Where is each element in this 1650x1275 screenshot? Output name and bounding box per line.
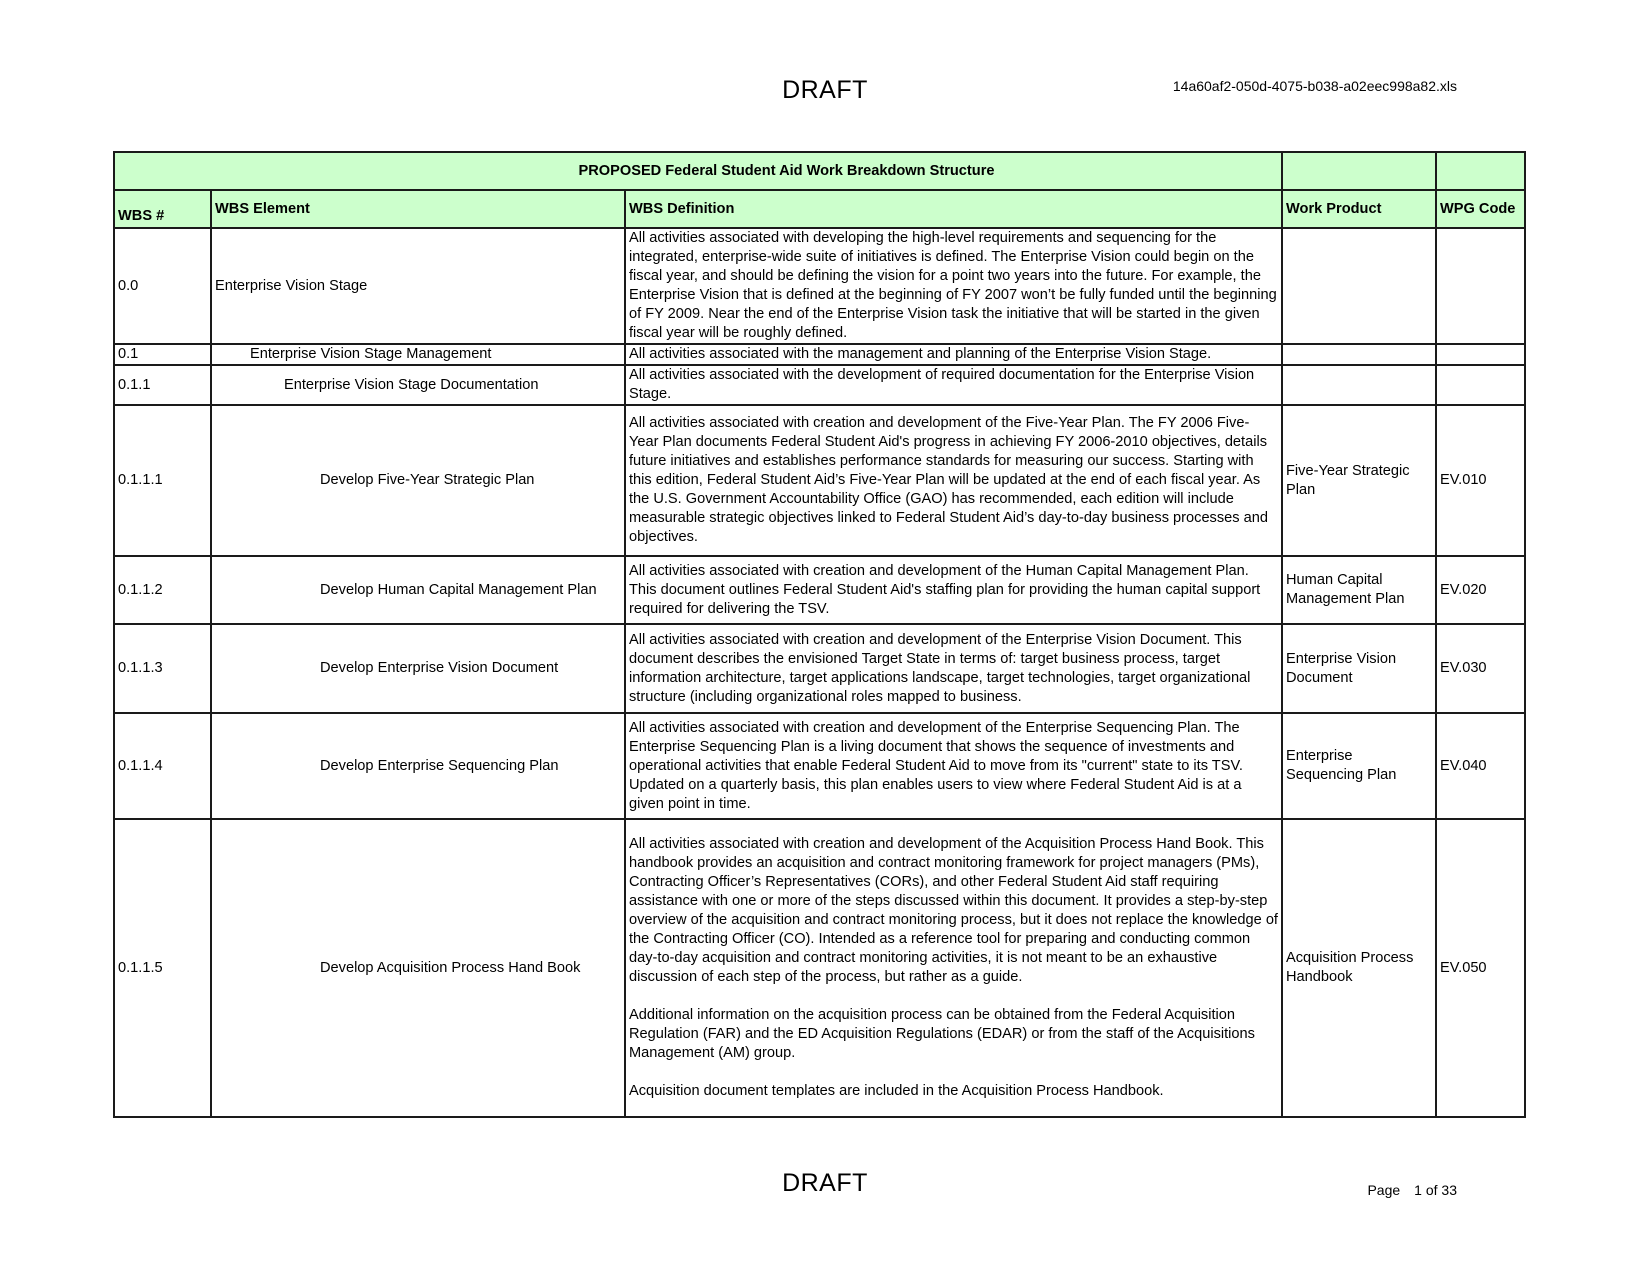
work-product [1282, 365, 1436, 405]
table-row [114, 228, 1525, 344]
definition-paragraph: All activities associated with the management and planning of the Enterprise Vision Stage. [629, 346, 1212, 362]
wbs-element: Enterprise Vision Stage Documentation [211, 365, 625, 405]
table-row [114, 713, 1525, 819]
wbs-number: 0.1.1.5 [114, 819, 211, 1117]
wpg-code [1436, 228, 1525, 344]
draft-header: DRAFT [782, 76, 868, 104]
wpg-code [1436, 344, 1525, 365]
wpg-code: EV.010 [1436, 405, 1525, 556]
table-row [114, 365, 1525, 405]
wbs-element: Develop Five-Year Strategic Plan [211, 405, 625, 556]
wbs-definition [625, 556, 1282, 624]
draft-footer: DRAFT [782, 1169, 868, 1197]
definition-paragraph: All activities associated with creation and development of the Human Capital Management Plan. This document outlines Federal Student Aid's staffing plan for providing the human capital support required for delivering the TSV. [629, 562, 1261, 617]
wbs-element: Develop Human Capital Management Plan [211, 556, 625, 624]
wbs-element: Develop Enterprise Vision Document [211, 624, 625, 713]
definition-paragraph: All activities associated with creation and development of the Enterprise Sequencing Plan. The Enterprise Sequencing Plan is a living document that shows the sequence of investments and operational activities that enable Federal Student Aid to move from its "current" state to its TSV. Updated on a quarterly basis, this plan enables users to view where Federal Student Aid is at a given point in time. [629, 719, 1243, 812]
table-row [114, 405, 1525, 556]
work-product: Human Capital Management Plan [1282, 556, 1436, 624]
wbs-number: 0.1.1.2 [114, 556, 211, 624]
work-product [1282, 344, 1436, 365]
table-title-blank-cell [1436, 152, 1525, 190]
table-row [114, 819, 1525, 1117]
table-row [114, 624, 1525, 713]
wbs-number: 0.1.1.3 [114, 624, 211, 713]
wbs-definition [625, 713, 1282, 819]
file-name: 14a60af2-050d-4075-b038-a02eec998a82.xls [1172, 78, 1457, 94]
page-of: 1 of 33 [1414, 1182, 1457, 1198]
column-header-element: WBS Element [211, 190, 625, 228]
definition-paragraph: Additional information on the acquisition process can be obtained from the Federal Acquisition Regulation (FAR) and the ED Acquisition Regulations (EDAR) or from the staff of the Acquisitions Management (AM) group. [629, 1007, 1255, 1061]
column-header-work-product: Work Product [1282, 190, 1436, 228]
table-row [114, 344, 1525, 365]
definition-paragraph: All activities associated with creation and development of the Acquisition Process Hand Book. This handbook provides an acquisition and contract monitoring framework for project managers (PMs), Contracting Officer’s Representatives (CORs), and other Federal Student Aid staff requiring assistance with one or more of the steps discussed within this document. It provides a step-by-step overview of the acquisition and contract monitoring process, but it does not replace the knowledge of the Contracting Officer (CO). Intended as a reference tool for preparing and conducting common day-to-day acquisition and contract monitoring activities, it is not meant to be an exhaustive discussion of each step of the process, but rather as a guide. [629, 836, 1278, 985]
work-product: Enterprise Vision Document [1282, 624, 1436, 713]
definition-paragraph: All activities associated with the development of required documentation for the Enterprise Vision Stage. [629, 367, 1255, 402]
page-number [1367, 1182, 1457, 1198]
wbs-number: 0.1 [114, 344, 211, 365]
definition-paragraph: All activities associated with creation and development of the Five-Year Plan. The FY 2006 Five-Year Plan documents Federal Student Aid's progress in achieving FY 2006-2010 objectives, details future initiatives and establishes performance standards for measuring our success. Starting with this edition, Federal Student Aid’s Five-Year Plan will be updated at the end of each fiscal year. As the U.S. Government Accountability Office (GAO) has recommended, each edition will include measurable strategic objectives linked to Federal Student Aid’s day-to-day business processes and objectives. [629, 415, 1268, 545]
wpg-code: EV.040 [1436, 713, 1525, 819]
table-title-row [114, 152, 1525, 190]
wbs-number: 0.1.1.1 [114, 405, 211, 556]
wbs-number: 0.1.1 [114, 365, 211, 405]
wbs-definition [625, 624, 1282, 713]
table-row [114, 556, 1525, 624]
wbs-definition [625, 228, 1282, 344]
wbs-element: Enterprise Vision Stage Management [211, 344, 625, 365]
wbs-element: Enterprise Vision Stage [211, 228, 625, 344]
wpg-code: EV.030 [1436, 624, 1525, 713]
work-product: Enterprise Sequencing Plan [1282, 713, 1436, 819]
definition-paragraph: Acquisition document templates are included in the Acquisition Process Handbook. [629, 1083, 1164, 1099]
page-label: Page [1367, 1182, 1401, 1198]
definition-paragraph: All activities associated with creation and development of the Enterprise Vision Document. This document describes the envisioned Target State in terms of: target business process, target information architecture, target applications landscape, target technologies, target organizational structure (including organizational roles mapped to business. [629, 631, 1251, 705]
wpg-code: EV.020 [1436, 556, 1525, 624]
column-header-row [114, 190, 1525, 228]
column-header-wpg-code: WPG Code [1436, 190, 1525, 228]
wbs-definition [625, 405, 1282, 556]
wbs-definition [625, 819, 1282, 1117]
definition-paragraph: All activities associated with developing the high-level requirements and sequencing for the integrated, enterprise-wide suite of initiatives is defined. The Enterprise Vision could begin on the fiscal year, and should be defining the vision for a point two years into the future. For example, the Enterprise Vision that is defined at the beginning of FY 2007 won’t be fully funded until the beginning of FY 2009. Near the end of the Enterprise Vision task the initiative that will be started in the given fiscal year will be roughly defined. [629, 230, 1277, 341]
wbs-table [113, 151, 1526, 1118]
wbs-number: 0.1.1.4 [114, 713, 211, 819]
wpg-code [1436, 365, 1525, 405]
wbs-element: Develop Acquisition Process Hand Book [211, 819, 625, 1117]
column-header-wbs-num: WBS # [114, 190, 211, 228]
work-product: Acquisition Process Handbook [1282, 819, 1436, 1117]
wpg-code: EV.050 [1436, 819, 1525, 1117]
table-title-blank-cell [1282, 152, 1436, 190]
table-title: PROPOSED Federal Student Aid Work Breakdown Structure [114, 152, 1282, 190]
wbs-element: Develop Enterprise Sequencing Plan [211, 713, 625, 819]
column-header-definition: WBS Definition [625, 190, 1282, 228]
work-product: Five-Year Strategic Plan [1282, 405, 1436, 556]
wbs-definition [625, 344, 1282, 365]
wbs-definition [625, 365, 1282, 405]
wbs-number: 0.0 [114, 228, 211, 344]
work-product [1282, 228, 1436, 344]
